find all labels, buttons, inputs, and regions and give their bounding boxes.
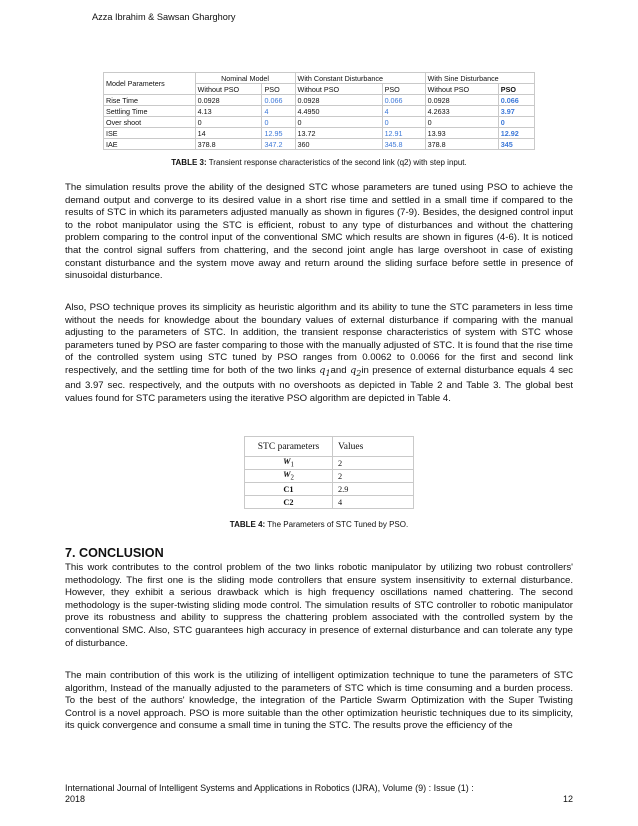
caption-label: TABLE 4:	[229, 520, 266, 529]
table-cell: 0	[262, 117, 295, 128]
value-cell: 2.9	[333, 483, 414, 496]
table-header-cell: PSO	[498, 84, 534, 95]
table-cell: 0.066	[382, 95, 425, 106]
caption-text: The Parameters of STC Tuned by PSO.	[265, 520, 409, 529]
table-cell: 0.066	[262, 95, 295, 106]
symbol-letter: q	[319, 364, 326, 376]
table-header-cell: STC parameters	[245, 437, 333, 457]
param-symbol: W	[283, 470, 291, 480]
table-cell: 0.066	[498, 95, 534, 106]
table-cell: 347.2	[262, 139, 295, 150]
table-cell: 4	[262, 106, 295, 117]
table-row	[245, 470, 414, 483]
table-cell: 13.72	[295, 128, 382, 139]
table-header-cell: Without PSO	[425, 84, 498, 95]
table-header-cell: Values	[333, 437, 414, 457]
param-cell: C1	[245, 483, 333, 496]
table-row	[104, 128, 535, 139]
symbol-q2	[350, 365, 361, 376]
paragraph-conclusion: This work contributes to the control problem of the two links robotic manipulator by utilizing two robust controllers' methodology. The first one is the sliding mode controllers that ensure system insensitivity to external disturbance. However, they exhibit a serious drawback which is high frequency oscillations named chattering. The second methodology is the super-twisting sliding mode control. The simulation results of STC controller to robotic manipulator prove its robustness and ability to suppress the chattering problem associated with the controlled system by the conventional SMC. Also, STC guarantees high accuracy in presence of external disturbance and can tolerate any type of disturbance.	[65, 562, 573, 649]
table-row	[104, 117, 535, 128]
table-cell: 14	[195, 128, 262, 139]
param-cell	[245, 470, 333, 483]
table-cell: 3.97	[498, 106, 534, 117]
table-cell: 12.95	[262, 128, 295, 139]
table-row	[104, 139, 535, 150]
table-row	[245, 483, 414, 496]
symbol-letter: q	[350, 364, 357, 376]
param-subscript: 2	[290, 474, 294, 482]
table-header-cell: With Constant Disturbance	[295, 73, 425, 84]
row-label: Rise Time	[104, 95, 196, 106]
paragraph-text: Also, PSO technique proves its simplicity as heuristic algorithm and its ability to tune the STC parameters in less time without the needs for knowledge about the boundary values of external disturbance if comparing with the manual adjusting to the parameters of STC. In addition, the transient response characteristics of system with STC whose parameters tuned by PSO are faster comparing to those with the manually adjusted of STC. It is found that the rise time of the controlled system using STC tuned by PSO ranges from 0.0062 to 0.0066 for the first and second link respectively, and the settling time for both of the two links	[65, 302, 573, 376]
row-label: ISE	[104, 128, 196, 139]
table-cell: 0	[498, 117, 534, 128]
table-header-cell: Without PSO	[295, 84, 382, 95]
table-header-cell: Model Parameters	[104, 73, 196, 95]
symbol-q1	[319, 365, 330, 376]
paragraph-text: in presence of external disturbance equals 4 sec and 3.97 sec. respectively, and the outputs with no overshoots as depicted in Table 2 and Table 3. The global best values found for STC parameters using the iterative PSO algorithm are depicted in Table 4.	[65, 364, 574, 405]
table-header-cell: Nominal Model	[195, 73, 295, 84]
journal-name: International Journal of Intelligent Systems and Applications in Robotics (IJRA), Volume (9) : Issue (1) :	[65, 783, 474, 793]
table-cell: 4.2633	[425, 106, 498, 117]
row-label: IAE	[104, 139, 196, 150]
table-cell: 4	[382, 106, 425, 117]
table-cell: 360	[295, 139, 382, 150]
table-header-row	[245, 437, 414, 457]
paragraph-text: and	[330, 364, 351, 376]
caption-text: Transient response characteristics of the second link (q2) with step input.	[206, 158, 467, 167]
table-header-cell: PSO	[262, 84, 295, 95]
param-cell: C2	[245, 496, 333, 509]
param-subscript: 1	[290, 461, 294, 469]
paragraph-contribution: The main contribution of this work is the utilizing of intelligent optimization technique to tune the parameters of STC algorithm, Instead of the manually adjusted to the parameters of STC which is time consuming and a burden process. To the best of the authors' knowledge, the integration of the Particle Swarm Optimization with the Super Twisting Control is a novel approach. PSO is more suitable than the other optimization heuristic techniques due to its simplicity, its quick convergence and consume a small time in tuning the STC. The results prove the efficiency of the	[65, 670, 573, 732]
value-cell: 2	[333, 457, 414, 470]
symbol-subscript: 2	[356, 368, 362, 378]
table-cell: 0.0928	[295, 95, 382, 106]
table-3-caption	[0, 158, 638, 167]
table-header-cell: Without PSO	[195, 84, 262, 95]
table-cell: 12.91	[382, 128, 425, 139]
table-cell: 0	[295, 117, 382, 128]
page-number: 12	[562, 794, 573, 804]
table-4	[244, 436, 414, 509]
table-cell: 345.8	[382, 139, 425, 150]
paragraph-results: The simulation results prove the ability of the designed STC whose parameters are tuned using PSO to achieve the demand output and converge to its desired value in a short rise time and settled in a small time if compared to the results of STC in which its parameters adjusted manually as shown in figures (7-9). Besides, the designed control input to the robot manipulator using the STC is efficient, robust to any type of disturbances and without the chattering problem comparing to the control input of the conventional SMC which results are shown in figures (4-6). It is noticed that the control signal suffers from chattering, and the second joint angle has large overshoot in case of existing constant disturbance and the system move away and return around the sliding surface before settle in presence of sinusoidal disturbance.	[65, 182, 573, 282]
symbol-subscript: 1	[325, 368, 331, 378]
running-header: Azza Ibrahim & Sawsan Gharghory	[92, 12, 236, 22]
table-cell: 0.0928	[195, 95, 262, 106]
table-cell: 4.13	[195, 106, 262, 117]
table-header-row	[104, 73, 535, 84]
value-cell: 4	[333, 496, 414, 509]
table-3	[103, 72, 535, 150]
caption-label: TABLE 3:	[171, 158, 207, 167]
table-header-cell: With Sine Disturbance	[425, 73, 534, 84]
table-cell: 345	[498, 139, 534, 150]
param-cell	[245, 457, 333, 470]
table-cell: 0	[195, 117, 262, 128]
table-cell: 13.93	[425, 128, 498, 139]
table-4-caption	[0, 520, 638, 529]
section-heading: 7. CONCLUSION	[65, 546, 164, 560]
table-row	[104, 95, 535, 106]
journal-footer	[65, 783, 573, 805]
param-symbol: W	[283, 457, 291, 467]
table-row	[245, 496, 414, 509]
table-cell: 4.4950	[295, 106, 382, 117]
table-cell: 0	[425, 117, 498, 128]
table-cell: 0	[382, 117, 425, 128]
paragraph-pso	[65, 302, 573, 406]
table-row	[104, 106, 535, 117]
table-cell: 378.8	[425, 139, 498, 150]
table-cell: 0.0928	[425, 95, 498, 106]
table-row	[245, 457, 414, 470]
table-cell: 378.8	[195, 139, 262, 150]
value-cell: 2	[333, 470, 414, 483]
row-label: Settling Time	[104, 106, 196, 117]
row-label: Over shoot	[104, 117, 196, 128]
table-cell: 12.92	[498, 128, 534, 139]
table-header-cell: PSO	[382, 84, 425, 95]
journal-year: 2018	[65, 794, 86, 804]
